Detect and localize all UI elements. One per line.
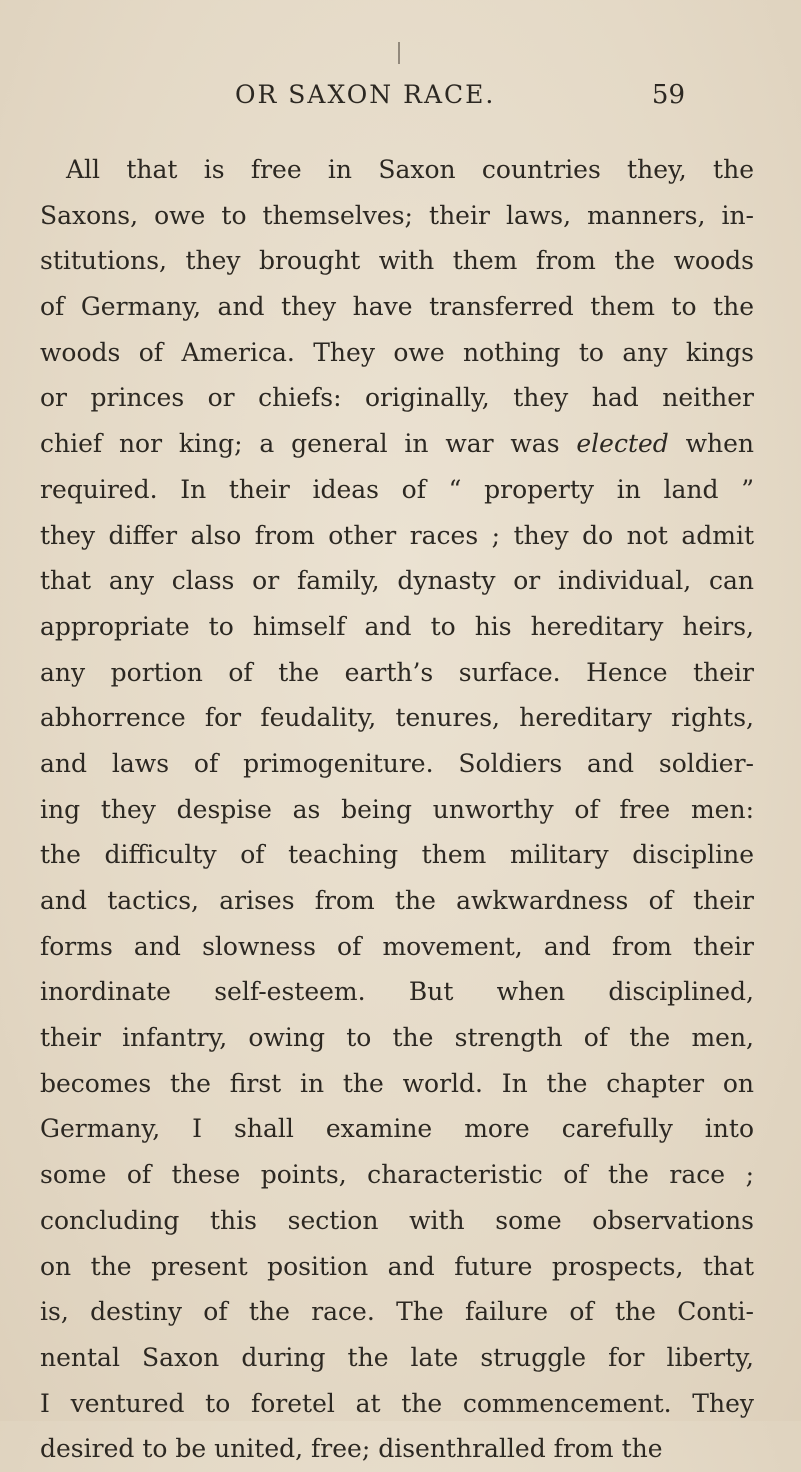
text-line: any portion of the earth’s surface. Hence their — [40, 657, 754, 687]
text-line: All that is free in Saxon countries they, the — [66, 155, 754, 184]
text-line: and laws of primogeniture. Soldiers and soldier- — [40, 748, 754, 778]
running-title: OR SAXON RACE. — [235, 80, 496, 109]
text-line: becomes the first in the world. In the chapter on — [40, 1068, 754, 1098]
text-line: and tactics, arises from the awkwardness of their — [40, 886, 754, 915]
text-line: of Germany, and they have transferred them to the — [40, 292, 754, 322]
text-line: their infantry, owing to the strength of the men, — [40, 1023, 754, 1053]
text-line: Germany, I shall examine more carefully into — [40, 1114, 754, 1144]
text-line: some of these points, characteristic of the race ; — [40, 1160, 754, 1190]
text-line: appropriate to himself and to his hereditary heirs, — [40, 611, 754, 641]
page-number: 59 — [651, 80, 685, 110]
emphasized-word: elected — [576, 429, 669, 459]
text-line: nental Saxon during the late struggle for liberty, — [40, 1342, 754, 1372]
text-line: concluding this section with some observations — [40, 1205, 754, 1235]
text-line: abhorrence for feudality, tenures, hereditary rights, — [40, 703, 754, 733]
text-line: I ventured to foretel at the commencement. They — [40, 1388, 754, 1418]
text-line: or princes or chiefs: originally, they had neither — [40, 383, 754, 413]
text-line: forms and slowness of movement, and from their — [40, 931, 754, 961]
text-line: required. In their ideas of “ property in land ” — [40, 474, 754, 504]
text-line: on the present position and future prospects, that — [40, 1251, 754, 1281]
text-line: ing they despise as being unworthy of free men: — [40, 794, 754, 824]
text-line: Saxons, owe to themselves; their laws, manners, in- — [40, 200, 754, 230]
text-line: is, destiny of the race. The failure of the Conti- — [40, 1297, 754, 1327]
text-line: stitutions, they brought with them from the woods — [40, 246, 754, 276]
body-text — [40, 147, 754, 1472]
text-line: woods of America. They owe nothing to any kings — [40, 337, 754, 367]
text-line: they differ also from other races ; they do not admit — [40, 520, 754, 550]
text-line: inordinate self-esteem. But when disciplined, — [40, 977, 754, 1007]
running-head — [235, 80, 685, 120]
text-line: that any class or family, dynasty or individual, can — [40, 566, 754, 596]
margin-mark — [398, 42, 400, 64]
text-line: chief nor king; a general in war was elected when — [40, 429, 754, 459]
text-line: the difficulty of teaching them military discipline — [40, 840, 754, 870]
text-line: desired to be united, free; disenthralled from the — [40, 1434, 663, 1464]
